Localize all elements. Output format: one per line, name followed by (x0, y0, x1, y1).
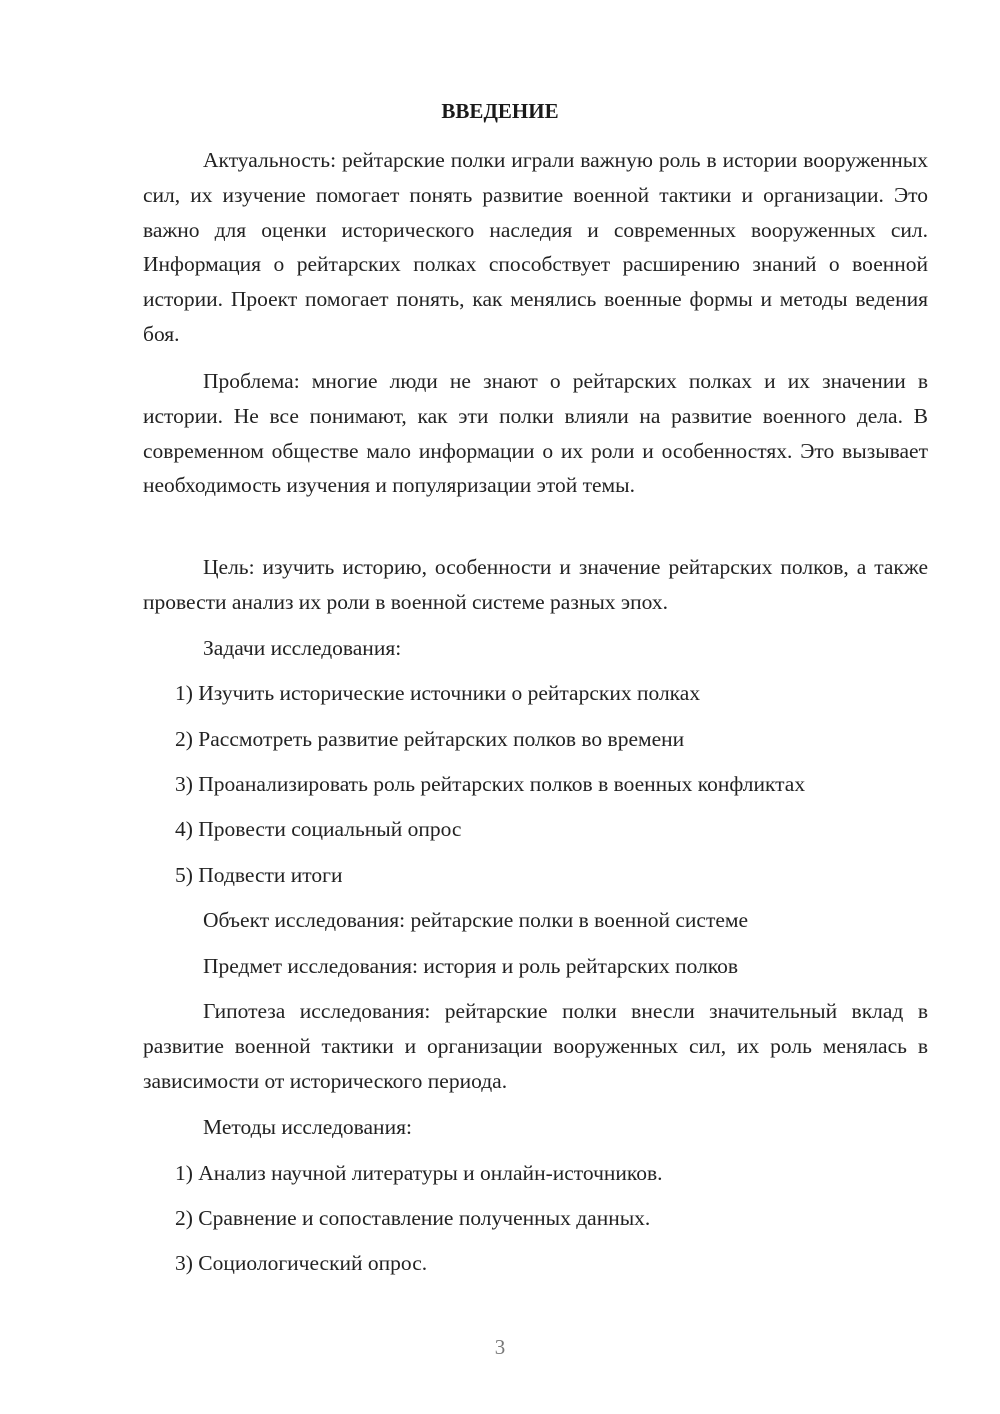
goal-text: Цель: изучить историю, особенности и значение рейтарских полков, а также провести анализ их роли в военной системе разных эпох. (143, 555, 928, 614)
page-title: ВВЕДЕНИЕ (441, 99, 559, 123)
method-item: 2) Сравнение и сопоставление полученных данных. (175, 1206, 651, 1230)
relevance-paragraph (143, 143, 928, 352)
method-item: 3) Социологический опрос. (175, 1251, 428, 1275)
problem-paragraph (143, 364, 928, 503)
hypothesis-text: Гипотеза исследования: рейтарские полки внесли значительный вклад в развитие военной тактики и организации вооруженных сил, их роль менялась в зависимости от исторического периода. (143, 999, 928, 1093)
task-item: 3) Проанализировать роль рейтарских полков в военных конфликтах (175, 772, 806, 796)
subject-line: Предмет исследования: история и роль рейтарских полков (203, 954, 739, 978)
task-item: 5) Подвести итоги (175, 863, 343, 887)
object-line: Объект исследования: рейтарские полки в военной системе (203, 908, 749, 932)
tasks-heading: Задачи исследования: (203, 636, 402, 660)
goal-paragraph (143, 550, 928, 620)
problem-text: Проблема: многие люди не знают о рейтарских полках и их значении в истории. Не все понимают, как эти полки влияли на развитие военного дела. В современном обществе мало информации о их роли и особенностях. Это вызывает необходимость изучения и популяризации этой темы. (143, 369, 928, 498)
task-item: 4) Провести социальный опрос (175, 817, 462, 841)
hypothesis-paragraph (143, 994, 928, 1098)
page-number: 3 (494, 1335, 506, 1359)
relevance-text: Актуальность: рейтарские полки играли важную роль в истории вооруженных сил, их изучение помогает понять развитие военной тактики и организации. Это важно для оценки исторического наследия и современных вооруженных сил. Информация о рейтарских полках способствует расширению знаний о военной истории. Проект помогает понять, как менялись военные формы и методы ведения боя. (143, 148, 928, 346)
method-item: 1) Анализ научной литературы и онлайн-источников. (175, 1161, 663, 1185)
task-item: 2) Рассмотреть развитие рейтарских полков во времени (175, 727, 685, 751)
task-item: 1) Изучить исторические источники о рейтарских полках (175, 681, 701, 705)
methods-heading: Методы исследования: (203, 1115, 412, 1139)
